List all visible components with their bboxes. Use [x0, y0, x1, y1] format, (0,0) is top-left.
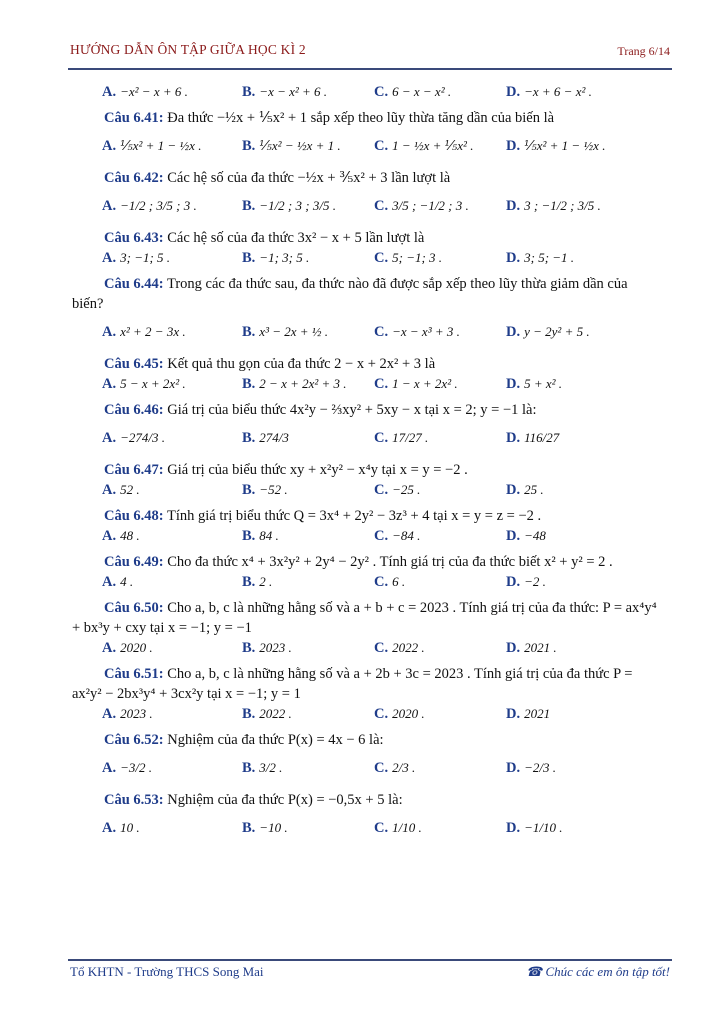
options-row [72, 130, 662, 164]
question-6-49: Câu 6.49: Cho đa thức x⁴ + 3x²y² + 2y⁴ − 2y² . Tính giá trị của đa thức biết x² + y² = 2 . [104, 554, 613, 570]
question-6-44: Câu 6.44: Trong các đa thức sau, đa thức nào đã được sắp xếp theo lũy thừa giảm dần của biến? [72, 276, 628, 312]
option-c: C. 6 . [374, 574, 406, 590]
option-b: B. −52 . [242, 482, 288, 498]
option-a: A. 10 . [102, 820, 140, 836]
document-body [72, 82, 662, 850]
question-6-47: Câu 6.47: Giá trị của biểu thức xy + x²y² − x⁴y tại x = y = −2 . [104, 462, 468, 478]
option-b: B. ⅕x² − ½x + 1 . [242, 138, 341, 154]
option-a: A. 48 . [102, 528, 140, 544]
header-title: HƯỚNG DẪN ÔN TẬP GIỮA HỌC KÌ 2 [70, 42, 306, 57]
option-c: C. 1/10 . [374, 820, 422, 836]
option-d: D. 2021 . [506, 640, 557, 656]
question-6-42: Câu 6.42: Các hệ số của đa thức −½x + ⅗x² + 3 lần lượt là [104, 170, 451, 186]
options-row [72, 706, 662, 726]
option-d: D. y − 2y² + 5 . [506, 324, 590, 340]
page-header [70, 42, 670, 62]
option-c: C. 17/27 . [374, 430, 429, 446]
option-b: B. x³ − 2x + ½ . [242, 324, 329, 340]
option-c: C. −84 . [374, 528, 421, 544]
option-c: C. 1 − x + 2x² . [374, 376, 458, 392]
option-a: A. −3/2 . [102, 760, 152, 776]
option-c: C. 2/3 . [374, 760, 416, 776]
option-c: C. −25 . [374, 482, 421, 498]
option-b: B. −x − x² + 6 . [242, 84, 328, 100]
option-b: B. −1; 3; 5 . [242, 250, 310, 266]
question-6-41: Câu 6.41: Đa thức −½x + ⅕x² + 1 sắp xếp theo lũy thừa tăng dần của biến là [104, 110, 555, 126]
option-d: D. 2021 [506, 706, 551, 722]
page-number: Trang 6/14 [617, 44, 670, 58]
question-6-50: Câu 6.50: Cho a, b, c là những hằng số và a + b + c = 2023 . Tính giá trị của đa thức: P = ax⁴y⁴ + bx³y + cxy tại x = −1; y = −1 [72, 600, 657, 636]
options-row [72, 640, 662, 660]
options-row [72, 812, 662, 846]
question-6-45: Câu 6.45: Kết quả thu gọn của đa thức 2 − x + 2x² + 3 là [104, 356, 436, 372]
option-a: A. 2023 . [102, 706, 153, 722]
option-b: B. −1/2 ; 3 ; 3/5 . [242, 198, 336, 214]
option-d: D. 5 + x² . [506, 376, 563, 392]
option-c: C. −x − x³ + 3 . [374, 324, 460, 340]
option-b: B. 3/2 . [242, 760, 283, 776]
options-row [72, 752, 662, 786]
option-a: A. 2020 . [102, 640, 153, 656]
option-d: D. −1/10 . [506, 820, 563, 836]
options-row [72, 316, 662, 350]
option-a: A. 3; −1; 5 . [102, 250, 171, 266]
option-a: A. 4 . [102, 574, 134, 590]
option-d: D. 3 ; −1/2 ; 3/5 . [506, 198, 601, 214]
option-b: B. −10 . [242, 820, 288, 836]
question-6-48: Câu 6.48: Tính giá trị biểu thức Q = 3x⁴ + 2y² − 3z³ + 4 tại x = y = z = −2 . [104, 508, 542, 524]
question-6-46: Câu 6.46: Giá trị của biểu thức 4x²y − ⅔xy² + 5xy − x tại x = 2; y = −1 là: [104, 402, 537, 418]
option-a: A. 5 − x + 2x² . [102, 376, 186, 392]
option-a: A. ⅕x² + 1 − ½x . [102, 138, 202, 154]
question-6-43: Câu 6.43: Các hệ số của đa thức 3x² − x + 5 lần lượt là [104, 230, 425, 246]
options-row [72, 528, 662, 548]
option-d: D. −2/3 . [506, 760, 556, 776]
options-row [72, 190, 662, 224]
option-c: C. 1 − ½x + ⅕x² . [374, 138, 474, 154]
options-row [72, 376, 662, 396]
option-d: D. 3; 5; −1 . [506, 250, 575, 266]
option-a: A. 52 . [102, 482, 140, 498]
option-d: D. ⅕x² + 1 − ½x . [506, 138, 606, 154]
option-d: D. 25 . [506, 482, 544, 498]
option-b: B. 2 − x + 2x² + 3 . [242, 376, 347, 392]
footer-school: Tổ KHTN - Trường THCS Song Mai [70, 964, 264, 979]
option-d: D. −2 . [506, 574, 546, 590]
options-row [72, 482, 662, 502]
header-rule [68, 68, 672, 70]
question-6-52: Câu 6.52: Nghiệm của đa thức P(x) = 4x − 6 là: [104, 732, 384, 748]
option-a: A. x² + 2 − 3x . [102, 324, 186, 340]
options-row [72, 84, 662, 104]
option-c: C. 5; −1; 3 . [374, 250, 443, 266]
options-row [72, 250, 662, 270]
page-footer [70, 964, 670, 984]
option-b: B. 84 . [242, 528, 279, 544]
option-a: A. −274/3 . [102, 430, 165, 446]
option-c: C. 2022 . [374, 640, 425, 656]
option-c: C. 6 − x − x² . [374, 84, 452, 100]
options-row [72, 574, 662, 594]
option-c: C. 3/5 ; −1/2 ; 3 . [374, 198, 469, 214]
option-b: B. 2023 . [242, 640, 292, 656]
option-a: A. −x² − x + 6 . [102, 84, 188, 100]
option-b: B. 274/3 [242, 430, 289, 446]
footer-message: ☎ Chúc các em ôn tập tốt! [526, 964, 670, 979]
question-6-51: Câu 6.51: Cho a, b, c là những hằng số và a + 2b + 3c = 2023 . Tính giá trị của đa thức P = ax²y² − 2bx³y⁴ + 3cx²y tại x = −1; y = 1 [72, 666, 633, 702]
question-6-53: Câu 6.53: Nghiệm của đa thức P(x) = −0,5x + 5 là: [104, 792, 403, 808]
options-row [72, 422, 662, 456]
option-b: B. 2022 . [242, 706, 292, 722]
footer-rule [68, 959, 672, 961]
option-d: D. 116/27 [506, 430, 560, 446]
option-c: C. 2020 . [374, 706, 425, 722]
option-a: A. −1/2 ; 3/5 ; 3 . [102, 198, 197, 214]
option-d: D. −48 [506, 528, 546, 544]
option-b: B. 2 . [242, 574, 273, 590]
option-d: D. −x + 6 − x² . [506, 84, 592, 100]
